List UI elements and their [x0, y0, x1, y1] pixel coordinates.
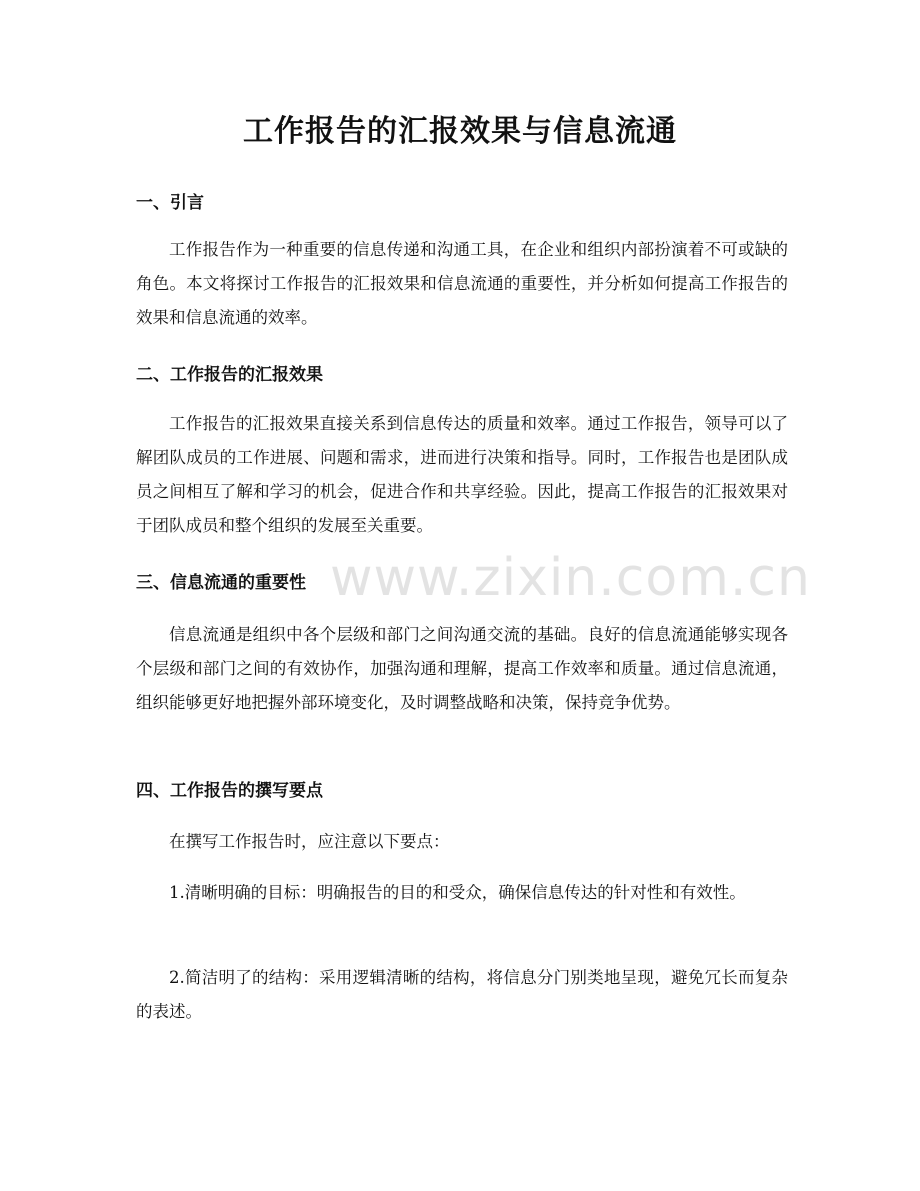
paragraph-intro: 工作报告作为一种重要的信息传递和沟通工具，在企业和组织内部扮演着不可或缺的角色。本文将探讨工作报告的汇报效果和信息流通的重要性，并分析如何提高工作报告的效果和信息流通的效率。: [136, 240, 788, 327]
paragraph-report-effect: 工作报告的汇报效果直接关系到信息传达的质量和效率。通过工作报告，领导可以了解团队成员的工作进展、问题和需求，进而进行决策和指导。同时，工作报告也是团队成员之间相互了解和学习的机会，促进合作和共享经验。因此，提高工作报告的汇报效果对于团队成员和整个组织的发展至关重要。: [136, 414, 788, 535]
section-heading-report-effect: 二、工作报告的汇报效果: [136, 365, 323, 385]
watermark: www.zixin.com.cn: [330, 548, 811, 608]
paragraph-point-1: 1.清晰明确的目标：明确报告的目的和受众，确保信息传达的针对性和有效性。: [169, 883, 746, 902]
section-heading-intro: 一、引言: [136, 193, 204, 213]
section-heading-info-flow: 三、信息流通的重要性: [136, 573, 306, 593]
paragraph-writing-intro: 在撰写工作报告时，应注意以下要点：: [169, 832, 450, 851]
section-heading-writing-points: 四、工作报告的撰写要点: [136, 781, 323, 801]
paragraph-info-flow: 信息流通是组织中各个层级和部门之间沟通交流的基础。良好的信息流通能够实现各个层级和部门之间的有效协作，加强沟通和理解，提高工作效率和质量。通过信息流通，组织能够更好地把握外部环境变化，及时调整战略和决策，保持竞争优势。: [136, 625, 788, 712]
page-title: 工作报告的汇报效果与信息流通: [243, 114, 677, 149]
paragraph-point-2: 2.简洁明了的结构：采用逻辑清晰的结构，将信息分门别类地呈现，避免冗长而复杂的表述。: [136, 968, 788, 1021]
